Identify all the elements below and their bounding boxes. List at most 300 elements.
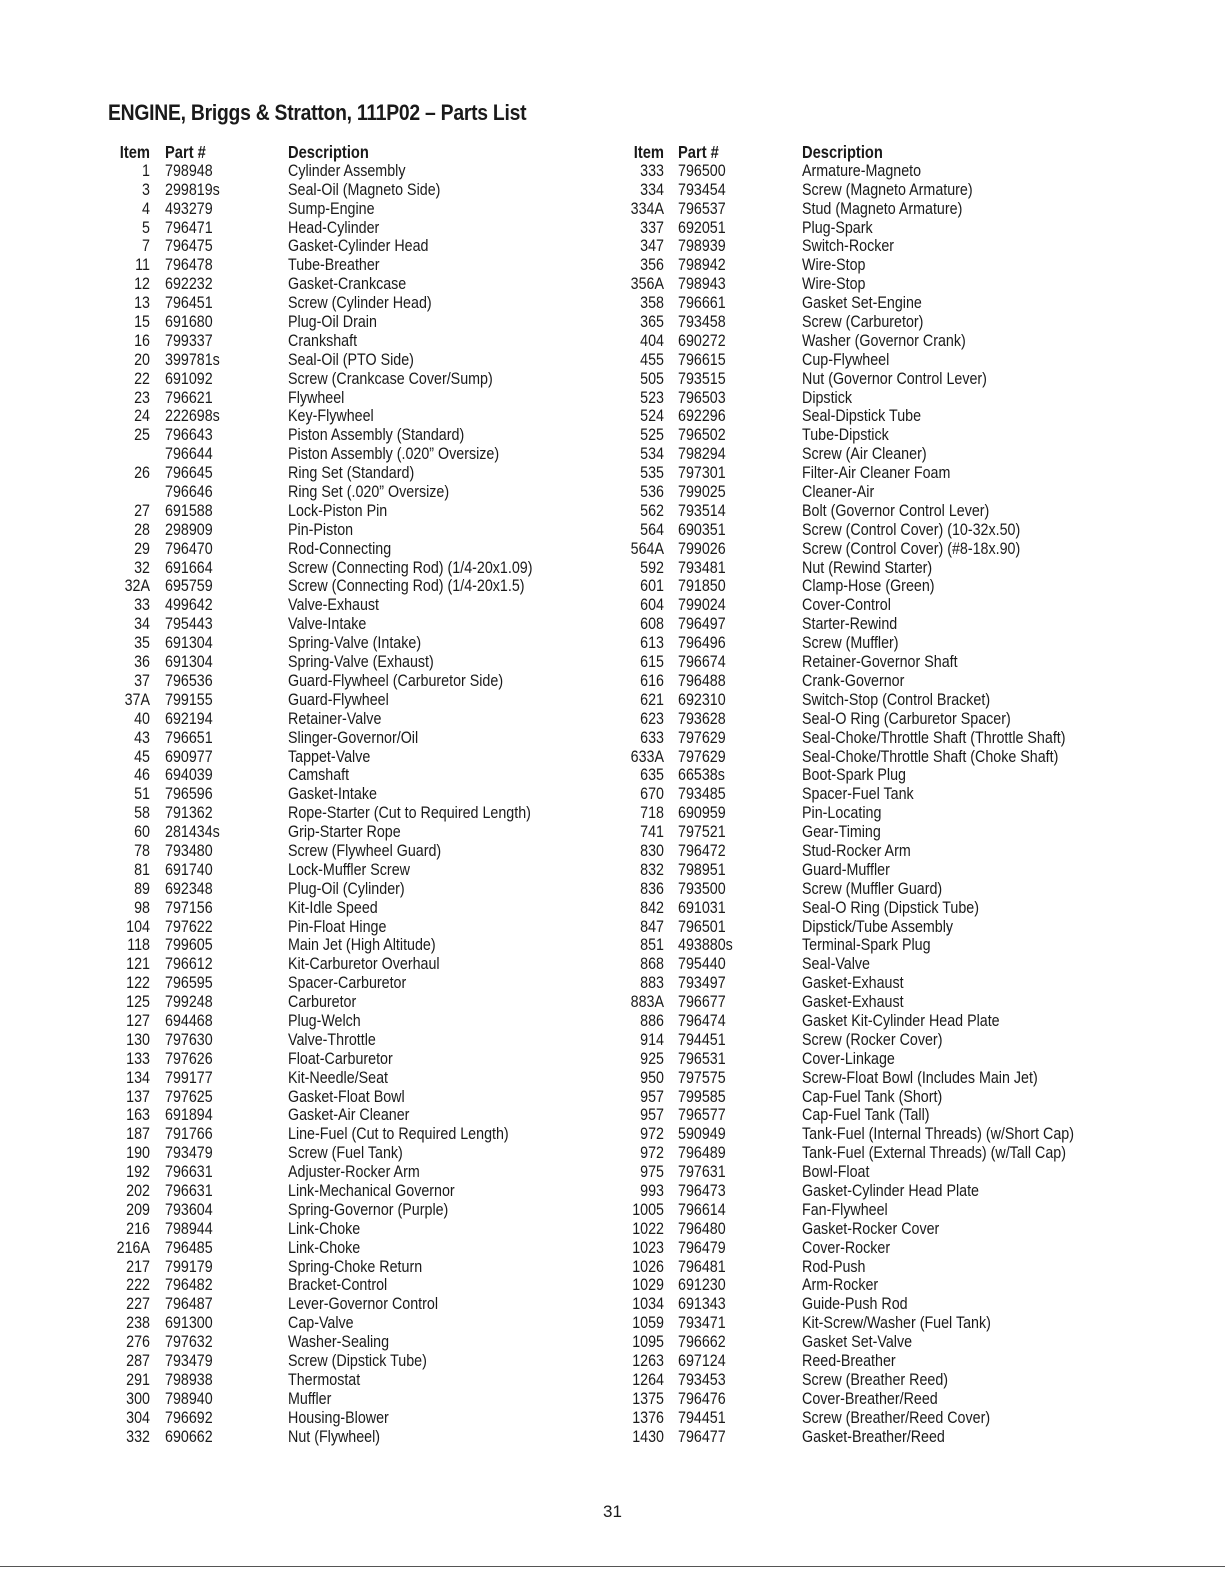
item-number: 51 xyxy=(134,784,150,804)
part-number: 798942 xyxy=(678,255,726,275)
item-number: 3 xyxy=(142,179,150,199)
table-row xyxy=(612,162,1212,181)
part-description: Head-Cylinder xyxy=(288,217,380,237)
part-description: Stud-Rocker Arm xyxy=(802,840,911,860)
part-description: Gasket Set-Valve xyxy=(802,1332,913,1352)
part-description: Housing-Blower xyxy=(288,1407,389,1427)
part-number: 796651 xyxy=(165,727,213,747)
part-number: 791850 xyxy=(678,576,726,596)
part-number: 691031 xyxy=(678,897,726,917)
table-row xyxy=(612,710,1212,729)
part-description: Gasket-Crankcase xyxy=(288,274,407,294)
part-number: 796536 xyxy=(165,670,213,690)
item-number: 592 xyxy=(640,557,664,577)
table-row xyxy=(0,464,600,483)
table-row xyxy=(612,370,1212,389)
part-number: 796489 xyxy=(678,1143,726,1163)
table-row xyxy=(612,200,1212,219)
table-row xyxy=(612,861,1212,880)
item-number: 16 xyxy=(134,330,150,350)
part-number: 799177 xyxy=(165,1067,213,1087)
part-description: Grip-Starter Rope xyxy=(288,822,401,842)
part-description: Screw (Muffler Guard) xyxy=(802,878,943,898)
part-number: 796595 xyxy=(165,973,213,993)
item-number: 1376 xyxy=(632,1407,664,1427)
part-number: 796487 xyxy=(165,1294,213,1314)
part-number: 493880s xyxy=(678,935,733,955)
table-row xyxy=(0,445,600,464)
part-description: Seal-O Ring (Dipstick Tube) xyxy=(802,897,979,917)
part-number: 799025 xyxy=(678,482,726,502)
part-number: 796502 xyxy=(678,425,726,445)
table-row xyxy=(0,1125,600,1144)
part-number: 796612 xyxy=(165,954,213,974)
item-number: 202 xyxy=(126,1180,150,1200)
table-row xyxy=(612,1125,1212,1144)
part-description: Seal-Oil (Magneto Side) xyxy=(288,179,441,199)
item-number: 130 xyxy=(126,1029,150,1049)
part-description: Stud (Magneto Armature) xyxy=(802,198,963,218)
item-number: 32A xyxy=(124,576,150,596)
table-row xyxy=(0,672,600,691)
item-number: 89 xyxy=(134,878,150,898)
part-description: Arm-Rocker xyxy=(802,1275,879,1295)
table-row xyxy=(0,899,600,918)
table-row xyxy=(612,1031,1212,1050)
part-description: Gasket-Exhaust xyxy=(802,992,904,1012)
part-description: Screw (Fuel Tank) xyxy=(288,1143,403,1163)
part-number: 798294 xyxy=(678,444,726,464)
table-row xyxy=(612,351,1212,370)
part-number: 692348 xyxy=(165,878,213,898)
part-description: Gasket-Cylinder Head Plate xyxy=(802,1180,980,1200)
part-number: 796596 xyxy=(165,784,213,804)
part-number: 691680 xyxy=(165,312,213,332)
part-description: Bolt (Governor Control Lever) xyxy=(802,500,990,520)
part-description: Screw (Connecting Rod) (1/4-20x1.09) xyxy=(288,557,533,577)
part-description: Nut (Flywheel) xyxy=(288,1426,381,1446)
part-description: Screw (Magneto Armature) xyxy=(802,179,973,199)
table-body xyxy=(0,162,600,1447)
table-row xyxy=(0,1276,600,1295)
part-description: Spring-Valve (Intake) xyxy=(288,633,422,653)
table-row xyxy=(0,313,600,332)
part-description: Line-Fuel (Cut to Required Length) xyxy=(288,1124,509,1144)
part-number: 791766 xyxy=(165,1124,213,1144)
part-description: Screw (Dipstick Tube) xyxy=(288,1351,427,1370)
table-row xyxy=(612,1409,1212,1428)
part-number: 695759 xyxy=(165,576,213,596)
item-number: 1264 xyxy=(632,1369,664,1389)
part-description: Screw-Float Bowl (Includes Main Jet) xyxy=(802,1067,1038,1087)
part-number: 797625 xyxy=(165,1086,213,1106)
item-number: 830 xyxy=(640,840,664,860)
table-row xyxy=(612,804,1212,823)
part-description: Clamp-Hose (Green) xyxy=(802,576,935,596)
item-number: 535 xyxy=(640,463,664,483)
part-number: 692232 xyxy=(165,274,213,294)
part-description: Kit-Carburetor Overhaul xyxy=(288,954,440,974)
part-number: 691092 xyxy=(165,368,213,388)
part-description: Spring-Valve (Exhaust) xyxy=(288,652,434,672)
part-description: Retainer-Valve xyxy=(288,708,382,728)
part-number: 793485 xyxy=(678,784,726,804)
table-row xyxy=(0,955,600,974)
part-number: 692296 xyxy=(678,406,726,426)
part-number: 796480 xyxy=(678,1218,726,1238)
item-number: 347 xyxy=(640,236,664,256)
item-number: 972 xyxy=(640,1143,664,1163)
part-description: Tank-Fuel (Internal Threads) (w/Short Cap) xyxy=(802,1124,1074,1144)
item-number: 333 xyxy=(640,160,664,180)
table-row xyxy=(0,1088,600,1107)
table-row xyxy=(612,181,1212,200)
item-number: 633 xyxy=(640,727,664,747)
part-number: 796473 xyxy=(678,1180,726,1200)
table-row xyxy=(0,1390,600,1409)
item-number: 1 xyxy=(142,160,150,180)
table-row xyxy=(612,389,1212,408)
part-description: Tank-Fuel (External Threads) (w/Tall Cap) xyxy=(802,1143,1067,1163)
table-row xyxy=(0,1069,600,1088)
part-description: Screw (Rocker Cover) xyxy=(802,1029,943,1049)
item-number: 562 xyxy=(640,500,664,520)
part-number: 793500 xyxy=(678,878,726,898)
part-number: 796477 xyxy=(678,1426,726,1446)
part-number: 796645 xyxy=(165,463,213,483)
table-row xyxy=(612,502,1212,521)
part-number: 796470 xyxy=(165,538,213,558)
part-description: Tube-Dipstick xyxy=(802,425,889,445)
table-row xyxy=(0,1239,600,1258)
part-number: 66538s xyxy=(678,765,725,785)
part-number: 797521 xyxy=(678,822,726,842)
item-number: 404 xyxy=(640,330,664,350)
part-number: 799337 xyxy=(165,330,213,350)
table-row xyxy=(0,1031,600,1050)
item-number: 33 xyxy=(134,595,150,615)
item-number: 1022 xyxy=(632,1218,664,1238)
item-number: 45 xyxy=(134,746,150,766)
page-number: 31 xyxy=(603,1502,622,1521)
item-number: 118 xyxy=(127,935,150,955)
table-row xyxy=(0,237,600,256)
part-number: 799585 xyxy=(678,1086,726,1106)
part-number: 793471 xyxy=(678,1313,726,1333)
table-row xyxy=(0,1106,600,1125)
part-description: Screw (Air Cleaner) xyxy=(802,444,927,464)
table-row xyxy=(0,1144,600,1163)
item-number: 365 xyxy=(640,312,664,332)
part-number: 797156 xyxy=(165,897,213,917)
table-row xyxy=(612,1258,1212,1277)
table-row xyxy=(0,974,600,993)
item-number: 34 xyxy=(134,614,150,634)
item-number: 332 xyxy=(126,1426,150,1446)
item-number: 455 xyxy=(640,349,664,369)
part-description: Cover-Rocker xyxy=(802,1237,891,1257)
part-description: Thermostat xyxy=(288,1369,361,1389)
item-number: 1059 xyxy=(632,1313,664,1333)
part-description: Kit-Idle Speed xyxy=(288,897,378,917)
item-number: 847 xyxy=(640,916,664,936)
item-number: 23 xyxy=(134,387,150,407)
part-number: 796661 xyxy=(678,293,726,313)
table-row xyxy=(612,521,1212,540)
item-number: 842 xyxy=(640,897,664,917)
part-description: Boot-Spark Plug xyxy=(802,765,906,785)
part-header: Part # xyxy=(165,142,206,162)
table-row xyxy=(612,766,1212,785)
table-row xyxy=(612,1333,1212,1352)
table-row xyxy=(612,577,1212,596)
item-number: 925 xyxy=(640,1048,664,1068)
part-number: 793454 xyxy=(678,179,726,199)
part-description: Cover-Linkage xyxy=(802,1048,895,1068)
part-number: 694468 xyxy=(165,1010,213,1030)
part-number: 793480 xyxy=(165,840,213,860)
part-number: 796482 xyxy=(165,1275,213,1295)
part-description: Screw (Muffler) xyxy=(802,633,899,653)
part-description: Wire-Stop xyxy=(802,255,866,275)
item-number: 616 xyxy=(640,670,664,690)
part-description: Guard-Flywheel (Carburetor Side) xyxy=(288,670,504,690)
item-number: 300 xyxy=(126,1388,150,1408)
part-number: 797629 xyxy=(678,727,726,747)
table-row xyxy=(0,256,600,275)
item-number: 121 xyxy=(126,954,150,974)
item-number: 5 xyxy=(142,217,150,237)
part-description: Rope-Starter (Cut to Required Length) xyxy=(288,803,531,823)
item-number: 914 xyxy=(640,1029,664,1049)
item-number: 287 xyxy=(126,1351,150,1370)
part-number: 799026 xyxy=(678,538,726,558)
part-number: 796662 xyxy=(678,1332,726,1352)
item-number: 524 xyxy=(640,406,664,426)
part-description: Screw (Cylinder Head) xyxy=(288,293,432,313)
table-row xyxy=(0,351,600,370)
part-number: 794451 xyxy=(678,1029,726,1049)
table-row xyxy=(0,918,600,937)
item-number: 337 xyxy=(640,217,664,237)
part-number: 799248 xyxy=(165,992,213,1012)
item-number: 623 xyxy=(640,708,664,728)
part-number: 798938 xyxy=(165,1369,213,1389)
part-description: Rod-Push xyxy=(802,1256,866,1276)
item-number: 60 xyxy=(134,822,150,842)
table-row xyxy=(0,823,600,842)
part-description: Flywheel xyxy=(288,387,345,407)
item-number: 125 xyxy=(126,992,150,1012)
part-number: 797630 xyxy=(165,1029,213,1049)
table-row xyxy=(612,275,1212,294)
table-row xyxy=(0,596,600,615)
part-description: Sump-Engine xyxy=(288,198,375,218)
item-number: 134 xyxy=(126,1067,150,1087)
part-description: Lock-Muffler Screw xyxy=(288,859,410,879)
table-row xyxy=(0,200,600,219)
part-description: Seal-Choke/Throttle Shaft (Choke Shaft) xyxy=(802,746,1059,766)
part-description: Fan-Flywheel xyxy=(802,1199,888,1219)
part-number: 793628 xyxy=(678,708,726,728)
part-number: 796451 xyxy=(165,293,213,313)
item-number: 534 xyxy=(640,444,664,464)
part-number: 795440 xyxy=(678,954,726,974)
part-number: 694039 xyxy=(165,765,213,785)
table-row xyxy=(0,1182,600,1201)
part-description: Spring-Governor (Purple) xyxy=(288,1199,449,1219)
part-number: 796621 xyxy=(165,387,213,407)
part-description: Gasket-Intake xyxy=(288,784,377,804)
part-number: 793479 xyxy=(165,1351,213,1370)
part-description: Reed-Breather xyxy=(802,1351,896,1370)
part-description: Link-Choke xyxy=(288,1218,361,1238)
table-row xyxy=(0,332,600,351)
table-row xyxy=(0,1371,600,1390)
item-number: 28 xyxy=(134,519,150,539)
part-description: Plug-Welch xyxy=(288,1010,361,1030)
part-description: Gasket-Exhaust xyxy=(802,973,904,993)
item-number: 40 xyxy=(134,708,150,728)
item-number: 15 xyxy=(134,312,150,332)
item-number: 950 xyxy=(640,1067,664,1087)
table-row xyxy=(612,256,1212,275)
part-description: Cap-Valve xyxy=(288,1313,354,1333)
part-number: 796474 xyxy=(678,1010,726,1030)
part-number: 796481 xyxy=(678,1256,726,1276)
part-number: 691664 xyxy=(165,557,213,577)
part-number: 797632 xyxy=(165,1332,213,1352)
table-row xyxy=(612,1050,1212,1069)
table-row xyxy=(612,1088,1212,1107)
item-number: 886 xyxy=(640,1010,664,1030)
part-description: Pin-Piston xyxy=(288,519,354,539)
part-description: Guard-Muffler xyxy=(802,859,890,879)
part-description: Bracket-Control xyxy=(288,1275,388,1295)
table-row xyxy=(612,1106,1212,1125)
table-row xyxy=(612,1012,1212,1031)
item-number: 957 xyxy=(640,1086,664,1106)
part-number: 798951 xyxy=(678,859,726,879)
part-description: Valve-Exhaust xyxy=(288,595,380,615)
item-number: 1023 xyxy=(632,1237,664,1257)
part-description: Float-Carburetor xyxy=(288,1048,393,1068)
table-row xyxy=(0,1314,600,1333)
part-description: Cap-Fuel Tank (Tall) xyxy=(802,1105,930,1125)
item-number: 883 xyxy=(640,973,664,993)
table-row xyxy=(612,1371,1212,1390)
item-number: 1263 xyxy=(632,1351,664,1370)
table-row xyxy=(612,974,1212,993)
table-row xyxy=(0,634,600,653)
part-number: 798940 xyxy=(165,1388,213,1408)
part-number: 797622 xyxy=(165,916,213,936)
part-number: 796475 xyxy=(165,236,213,256)
part-number: 799179 xyxy=(165,1256,213,1276)
part-number: 299819s xyxy=(165,179,220,199)
part-description: Valve-Throttle xyxy=(288,1029,376,1049)
part-number: 691343 xyxy=(678,1294,726,1314)
part-description: Cleaner-Air xyxy=(802,482,875,502)
table-row xyxy=(612,955,1212,974)
table-row xyxy=(612,1144,1212,1163)
part-description: Plug-Spark xyxy=(802,217,873,237)
table-row xyxy=(0,162,600,181)
table-row xyxy=(0,842,600,861)
item-number: 81 xyxy=(134,859,150,879)
item-number: 216A xyxy=(116,1237,150,1257)
part-description: Terminal-Spark Plug xyxy=(802,935,931,955)
part-number: 281434s xyxy=(165,822,220,842)
table-row xyxy=(0,653,600,672)
part-number: 797575 xyxy=(678,1067,726,1087)
table-row xyxy=(612,1220,1212,1239)
part-description: Lever-Governor Control xyxy=(288,1294,439,1314)
table-header xyxy=(0,143,600,162)
part-description: Dipstick xyxy=(802,387,852,407)
table-row xyxy=(0,275,600,294)
table-row xyxy=(0,766,600,785)
table-row xyxy=(612,219,1212,238)
part-number: 791362 xyxy=(165,803,213,823)
part-description: Guard-Flywheel xyxy=(288,689,389,709)
part-description: Screw (Connecting Rod) (1/4-20x1.5) xyxy=(288,576,525,596)
item-number: 358 xyxy=(640,293,664,313)
part-description: Muffler xyxy=(288,1388,332,1408)
part-description: Screw (Control Cover) (#8-18x.90) xyxy=(802,538,1021,558)
table-row xyxy=(0,389,600,408)
part-number: 692310 xyxy=(678,689,726,709)
part-description: Seal-Oil (PTO Side) xyxy=(288,349,414,369)
part-number: 796674 xyxy=(678,652,726,672)
item-number: 972 xyxy=(640,1124,664,1144)
part-number: 796677 xyxy=(678,992,726,1012)
table-row xyxy=(0,1333,600,1352)
item-number: 975 xyxy=(640,1162,664,1182)
part-description: Link-Mechanical Governor xyxy=(288,1180,455,1200)
table-row xyxy=(0,691,600,710)
table-row xyxy=(612,237,1212,256)
part-number: 796501 xyxy=(678,916,726,936)
part-number: 796503 xyxy=(678,387,726,407)
part-description: Key-Flywheel xyxy=(288,406,374,426)
table-row xyxy=(0,615,600,634)
item-number: 536 xyxy=(640,482,664,502)
part-description: Switch-Stop (Control Bracket) xyxy=(802,689,991,709)
part-description: Retainer-Governor Shaft xyxy=(802,652,958,672)
item-number: 35 xyxy=(134,633,150,653)
item-number: 227 xyxy=(126,1294,150,1314)
item-number: 37A xyxy=(124,689,150,709)
table-row xyxy=(0,1201,600,1220)
part-description: Screw (Crankcase Cover/Sump) xyxy=(288,368,493,388)
item-number: 1375 xyxy=(632,1388,664,1408)
part-description: Cover-Control xyxy=(802,595,891,615)
part-description: Seal-O Ring (Carburetor Spacer) xyxy=(802,708,1011,728)
table-row xyxy=(0,1258,600,1277)
table-row xyxy=(0,502,600,521)
part-description: Seal-Valve xyxy=(802,954,871,974)
part-number: 796643 xyxy=(165,425,213,445)
part-description: Washer-Sealing xyxy=(288,1332,390,1352)
item-number: 621 xyxy=(640,689,664,709)
part-description: Screw (Control Cover) (10-32x.50) xyxy=(802,519,1021,539)
table-row xyxy=(612,1276,1212,1295)
table-row xyxy=(612,842,1212,861)
item-number: 1026 xyxy=(632,1256,664,1276)
item-number: 27 xyxy=(134,500,150,520)
part-number: 799155 xyxy=(165,689,213,709)
